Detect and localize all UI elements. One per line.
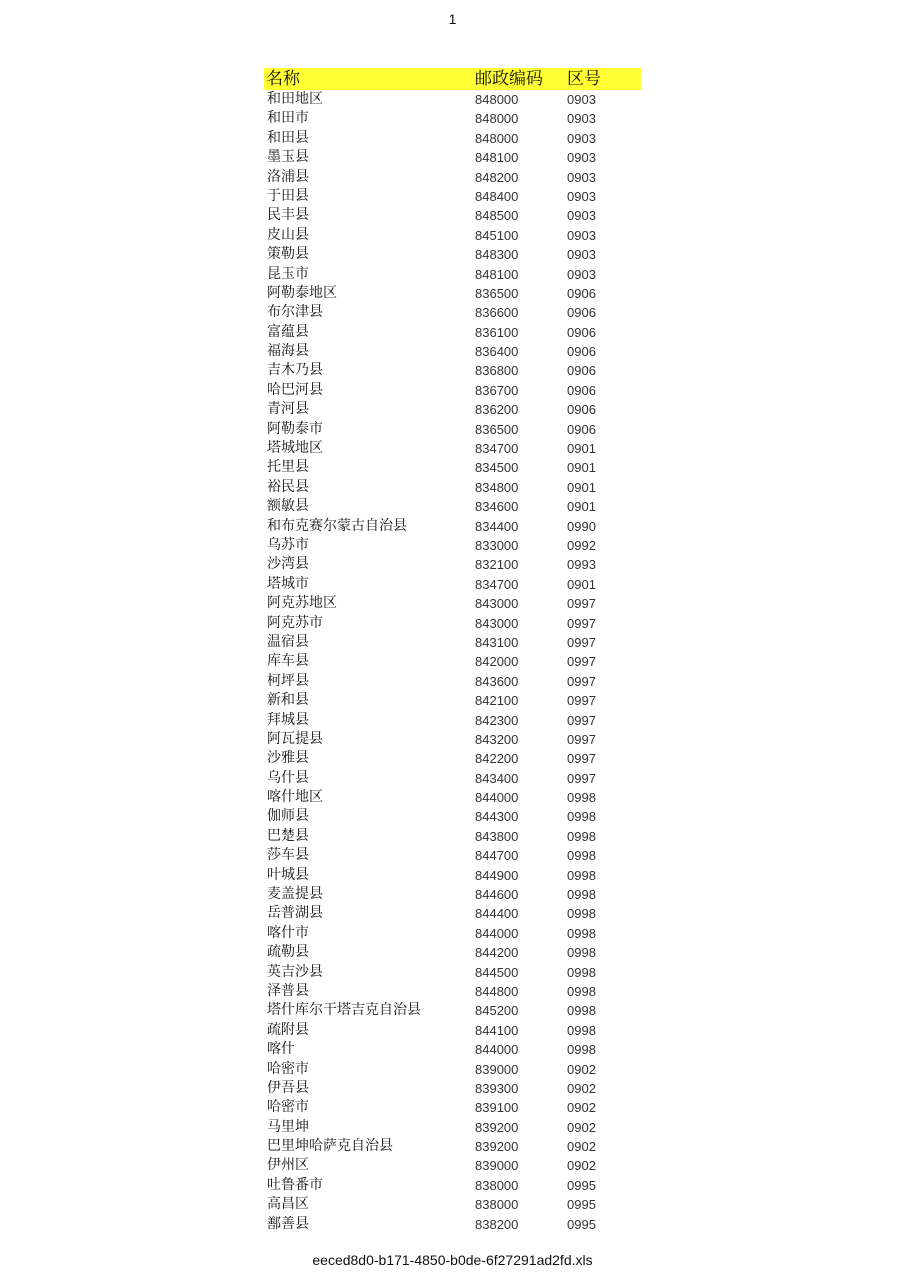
- cell-area-code: 0903: [567, 130, 596, 146]
- cell-area-code: 0992: [567, 537, 596, 553]
- table-row: [264, 323, 641, 342]
- table-row: [264, 633, 641, 652]
- table-row: [264, 1040, 641, 1059]
- cell-postal-code: 836100: [475, 324, 519, 340]
- cell-area-code: 0995: [567, 1177, 596, 1193]
- table-row: [264, 807, 641, 826]
- cell-postal-code: 834700: [475, 441, 519, 457]
- table-row: [264, 769, 641, 788]
- cell-area-code: 0906: [567, 402, 596, 418]
- cell-name: 额敏县: [267, 498, 309, 515]
- cell-name: 伽师县: [267, 808, 309, 825]
- table-row: [264, 458, 641, 477]
- cell-postal-code: 839200: [475, 1139, 519, 1155]
- file-name-footer: eeced8d0-b171-4850-b0de-6f27291ad2fd.xls: [312, 1252, 593, 1268]
- cell-postal-code: 844200: [475, 945, 519, 961]
- cell-postal-code: 834800: [475, 479, 519, 495]
- cell-postal-code: 848300: [475, 247, 519, 263]
- cell-area-code: 0906: [567, 324, 596, 340]
- cell-area-code: 0903: [567, 208, 596, 224]
- cell-name: 青河县: [267, 401, 309, 418]
- cell-postal-code: 834400: [475, 518, 519, 534]
- table-row: [264, 536, 641, 555]
- table-row: [264, 1215, 641, 1234]
- cell-postal-code: 844300: [475, 809, 519, 825]
- cell-name: 马里坤: [267, 1118, 309, 1135]
- table-row: [264, 1021, 641, 1040]
- cell-area-code: 0998: [567, 964, 596, 980]
- cell-name: 泽普县: [267, 982, 309, 999]
- table-row: [264, 1137, 641, 1156]
- cell-area-code: 0903: [567, 227, 596, 243]
- table-row: [264, 226, 641, 245]
- table-row: [264, 846, 641, 865]
- cell-name: 阿瓦提县: [267, 730, 323, 747]
- table-row: [264, 1195, 641, 1214]
- cell-postal-code: 848100: [475, 266, 519, 282]
- cell-postal-code: 836500: [475, 421, 519, 437]
- cell-name: 喀什: [267, 1041, 295, 1058]
- cell-name: 塔什库尔干塔吉克自治县: [267, 1002, 421, 1019]
- cell-name: 柯坪县: [267, 672, 309, 689]
- cell-name: 拜城县: [267, 711, 309, 728]
- cell-postal-code: 844800: [475, 983, 519, 999]
- cell-postal-code: 836200: [475, 402, 519, 418]
- cell-postal-code: 848000: [475, 130, 519, 146]
- cell-postal-code: 836700: [475, 382, 519, 398]
- page-number: 1: [448, 11, 457, 27]
- cell-postal-code: 842000: [475, 654, 519, 670]
- cell-name: 疏附县: [267, 1021, 309, 1038]
- cell-area-code: 0998: [567, 848, 596, 864]
- cell-area-code: 0993: [567, 557, 596, 573]
- cell-area-code: 0903: [567, 111, 596, 127]
- cell-area-code: 0901: [567, 479, 596, 495]
- cell-name: 巴里坤哈萨克自治县: [267, 1138, 393, 1155]
- cell-area-code: 0902: [567, 1080, 596, 1096]
- cell-area-code: 0998: [567, 1022, 596, 1038]
- cell-name: 沙雅县: [267, 750, 309, 767]
- cell-name: 库车县: [267, 653, 309, 670]
- table-row: [264, 904, 641, 923]
- cell-area-code: 0903: [567, 247, 596, 263]
- cell-name: 高昌区: [267, 1196, 309, 1213]
- cell-name: 叶城县: [267, 866, 309, 883]
- cell-area-code: 0998: [567, 983, 596, 999]
- cell-name: 和田市: [267, 110, 309, 127]
- cell-area-code: 0902: [567, 1158, 596, 1174]
- cell-name: 和田地区: [267, 91, 323, 107]
- cell-postal-code: 839300: [475, 1080, 519, 1096]
- cell-name: 策勒县: [267, 246, 309, 263]
- cell-area-code: 0997: [567, 693, 596, 709]
- cell-name: 洛浦县: [267, 168, 309, 185]
- cell-postal-code: 843000: [475, 596, 519, 612]
- table-row: [264, 478, 641, 497]
- cell-name: 吐鲁番市: [267, 1176, 323, 1193]
- table-row: [264, 420, 641, 439]
- table-row: [264, 1176, 641, 1195]
- cell-area-code: 0995: [567, 1216, 596, 1232]
- table-row: [264, 109, 641, 128]
- cell-name: 和布克赛尔蒙古自治县: [267, 517, 407, 534]
- cell-name: 哈巴河县: [267, 381, 323, 398]
- cell-postal-code: 842100: [475, 693, 519, 709]
- cell-area-code: 0995: [567, 1197, 596, 1213]
- table-row: [264, 439, 641, 458]
- cell-area-code: 0997: [567, 654, 596, 670]
- table-row: [264, 1118, 641, 1137]
- cell-name: 岳普湖县: [267, 905, 323, 922]
- table-row: [264, 303, 641, 322]
- cell-area-code: 0901: [567, 441, 596, 457]
- cell-name: 阿勒泰市: [267, 420, 323, 437]
- cell-area-code: 0903: [567, 188, 596, 204]
- cell-name: 墨玉县: [267, 149, 309, 166]
- table-row: [264, 730, 641, 749]
- cell-postal-code: 848400: [475, 188, 519, 204]
- spreadsheet-table: [264, 68, 641, 1234]
- cell-postal-code: 845100: [475, 227, 519, 243]
- table-row: [264, 594, 641, 613]
- cell-postal-code: 848000: [475, 111, 519, 127]
- cell-name: 英吉沙县: [267, 963, 323, 980]
- cell-postal-code: 839200: [475, 1119, 519, 1135]
- cell-postal-code: 839100: [475, 1100, 519, 1116]
- cell-area-code: 0906: [567, 363, 596, 379]
- cell-area-code: 0998: [567, 906, 596, 922]
- cell-area-code: 0998: [567, 1042, 596, 1058]
- cell-area-code: 0901: [567, 499, 596, 515]
- cell-postal-code: 843800: [475, 828, 519, 844]
- cell-postal-code: 838000: [475, 1197, 519, 1213]
- cell-name: 阿克苏地区: [267, 595, 337, 612]
- cell-postal-code: 844100: [475, 1022, 519, 1038]
- cell-name: 托里县: [267, 459, 309, 476]
- table-row: [264, 749, 641, 768]
- cell-area-code: 0997: [567, 770, 596, 786]
- table-row: [264, 924, 641, 943]
- table-row: [264, 187, 641, 206]
- cell-area-code: 0903: [567, 150, 596, 166]
- cell-postal-code: 843100: [475, 634, 519, 650]
- table-row: [264, 381, 641, 400]
- cell-postal-code: 844400: [475, 906, 519, 922]
- table-row: [264, 361, 641, 380]
- cell-name: 昆玉市: [267, 265, 309, 282]
- cell-area-code: 0903: [567, 266, 596, 282]
- cell-name: 伊州区: [267, 1157, 309, 1174]
- cell-name: 疏勒县: [267, 944, 309, 961]
- cell-area-code: 0998: [567, 867, 596, 883]
- cell-name: 吉木乃县: [267, 362, 323, 379]
- cell-postal-code: 834500: [475, 460, 519, 476]
- cell-postal-code: 844900: [475, 867, 519, 883]
- cell-area-code: 0990: [567, 518, 596, 534]
- table-row: [264, 1079, 641, 1098]
- cell-area-code: 0998: [567, 1003, 596, 1019]
- cell-area-code: 0997: [567, 712, 596, 728]
- table-row: [264, 168, 641, 187]
- cell-postal-code: 834700: [475, 576, 519, 592]
- cell-name: 巴楚县: [267, 827, 309, 844]
- cell-name: 哈密市: [267, 1099, 309, 1116]
- cell-name: 塔城地区: [267, 440, 323, 457]
- cell-name: 新和县: [267, 692, 309, 709]
- cell-name: 温宿县: [267, 633, 309, 650]
- cell-postal-code: 844000: [475, 1042, 519, 1058]
- cell-area-code: 0997: [567, 615, 596, 631]
- cell-postal-code: 843200: [475, 731, 519, 747]
- header-area-code: 区号: [567, 69, 601, 89]
- cell-postal-code: 839000: [475, 1158, 519, 1174]
- table-row: [264, 284, 641, 303]
- table-row: [264, 342, 641, 361]
- cell-postal-code: 844600: [475, 887, 519, 903]
- cell-name: 阿克苏市: [267, 614, 323, 631]
- cell-name: 民丰县: [267, 207, 309, 224]
- cell-name: 富蕴县: [267, 323, 309, 340]
- table-body: [264, 90, 641, 1234]
- table-row: [264, 400, 641, 419]
- table-row: [264, 497, 641, 516]
- header-postal-code: 邮政编码: [475, 69, 543, 89]
- table-row: [264, 885, 641, 904]
- cell-name: 莎车县: [267, 847, 309, 864]
- cell-area-code: 0998: [567, 925, 596, 941]
- cell-area-code: 0902: [567, 1139, 596, 1155]
- table-row: [264, 265, 641, 284]
- cell-postal-code: 848100: [475, 150, 519, 166]
- cell-area-code: 0997: [567, 596, 596, 612]
- table-row: [264, 691, 641, 710]
- table-row: [264, 827, 641, 846]
- table-row: [264, 517, 641, 536]
- table-row: [264, 943, 641, 962]
- cell-area-code: 0997: [567, 634, 596, 650]
- cell-name: 阿勒泰地区: [267, 284, 337, 301]
- table-row: [264, 1060, 641, 1079]
- cell-postal-code: 832100: [475, 557, 519, 573]
- table-row: [264, 982, 641, 1001]
- table-header-row: [264, 68, 641, 90]
- cell-postal-code: 845200: [475, 1003, 519, 1019]
- cell-postal-code: 848500: [475, 208, 519, 224]
- table-row: [264, 652, 641, 671]
- table-row: [264, 148, 641, 167]
- table-row: [264, 614, 641, 633]
- cell-area-code: 0902: [567, 1100, 596, 1116]
- cell-name: 皮山县: [267, 226, 309, 243]
- cell-name: 福海县: [267, 343, 309, 360]
- cell-postal-code: 836800: [475, 363, 519, 379]
- cell-area-code: 0906: [567, 305, 596, 321]
- cell-postal-code: 838200: [475, 1216, 519, 1232]
- cell-postal-code: 836400: [475, 344, 519, 360]
- cell-name: 乌苏市: [267, 536, 309, 553]
- cell-name: 麦盖提县: [267, 886, 323, 903]
- cell-name: 裕民县: [267, 478, 309, 495]
- table-row: [264, 1001, 641, 1020]
- table-row: [264, 90, 641, 109]
- cell-area-code: 0906: [567, 285, 596, 301]
- cell-postal-code: 839000: [475, 1061, 519, 1077]
- cell-area-code: 0903: [567, 169, 596, 185]
- table-row: [264, 575, 641, 594]
- cell-name: 乌什县: [267, 769, 309, 786]
- cell-name: 于田县: [267, 187, 309, 204]
- cell-area-code: 0997: [567, 751, 596, 767]
- cell-postal-code: 844700: [475, 848, 519, 864]
- cell-name: 伊吾县: [267, 1079, 309, 1096]
- table-row: [264, 963, 641, 982]
- header-name: 名称: [266, 69, 300, 89]
- cell-name: 鄯善县: [267, 1215, 309, 1232]
- table-row: [264, 206, 641, 225]
- cell-name: 沙湾县: [267, 556, 309, 573]
- cell-postal-code: 833000: [475, 537, 519, 553]
- table-row: [264, 866, 641, 885]
- cell-name: 喀什市: [267, 924, 309, 941]
- cell-name: 和田县: [267, 129, 309, 146]
- cell-name: 布尔津县: [267, 304, 323, 321]
- cell-name: 塔城市: [267, 575, 309, 592]
- cell-postal-code: 844000: [475, 925, 519, 941]
- cell-area-code: 0902: [567, 1061, 596, 1077]
- table-row: [264, 788, 641, 807]
- cell-area-code: 0998: [567, 809, 596, 825]
- cell-area-code: 0902: [567, 1119, 596, 1135]
- cell-area-code: 0998: [567, 828, 596, 844]
- cell-area-code: 0906: [567, 421, 596, 437]
- cell-name: 喀什地区: [267, 789, 323, 806]
- table-row: [264, 129, 641, 148]
- cell-postal-code: 844500: [475, 964, 519, 980]
- cell-postal-code: 843600: [475, 673, 519, 689]
- cell-area-code: 0998: [567, 790, 596, 806]
- cell-postal-code: 838000: [475, 1177, 519, 1193]
- cell-area-code: 0997: [567, 731, 596, 747]
- cell-postal-code: 844000: [475, 790, 519, 806]
- cell-area-code: 0997: [567, 673, 596, 689]
- cell-postal-code: 843400: [475, 770, 519, 786]
- cell-postal-code: 848000: [475, 92, 519, 107]
- cell-postal-code: 843000: [475, 615, 519, 631]
- cell-postal-code: 842200: [475, 751, 519, 767]
- table-row: [264, 555, 641, 574]
- cell-postal-code: 836600: [475, 305, 519, 321]
- cell-area-code: 0906: [567, 344, 596, 360]
- cell-area-code: 0903: [567, 92, 596, 107]
- cell-postal-code: 836500: [475, 285, 519, 301]
- cell-postal-code: 848200: [475, 169, 519, 185]
- cell-area-code: 0998: [567, 887, 596, 903]
- cell-name: 哈密市: [267, 1060, 309, 1077]
- table-row: [264, 711, 641, 730]
- table-row: [264, 245, 641, 264]
- cell-area-code: 0998: [567, 945, 596, 961]
- cell-area-code: 0901: [567, 576, 596, 592]
- table-row: [264, 1098, 641, 1117]
- cell-postal-code: 842300: [475, 712, 519, 728]
- cell-postal-code: 834600: [475, 499, 519, 515]
- cell-area-code: 0901: [567, 460, 596, 476]
- table-row: [264, 672, 641, 691]
- cell-area-code: 0906: [567, 382, 596, 398]
- table-row: [264, 1156, 641, 1175]
